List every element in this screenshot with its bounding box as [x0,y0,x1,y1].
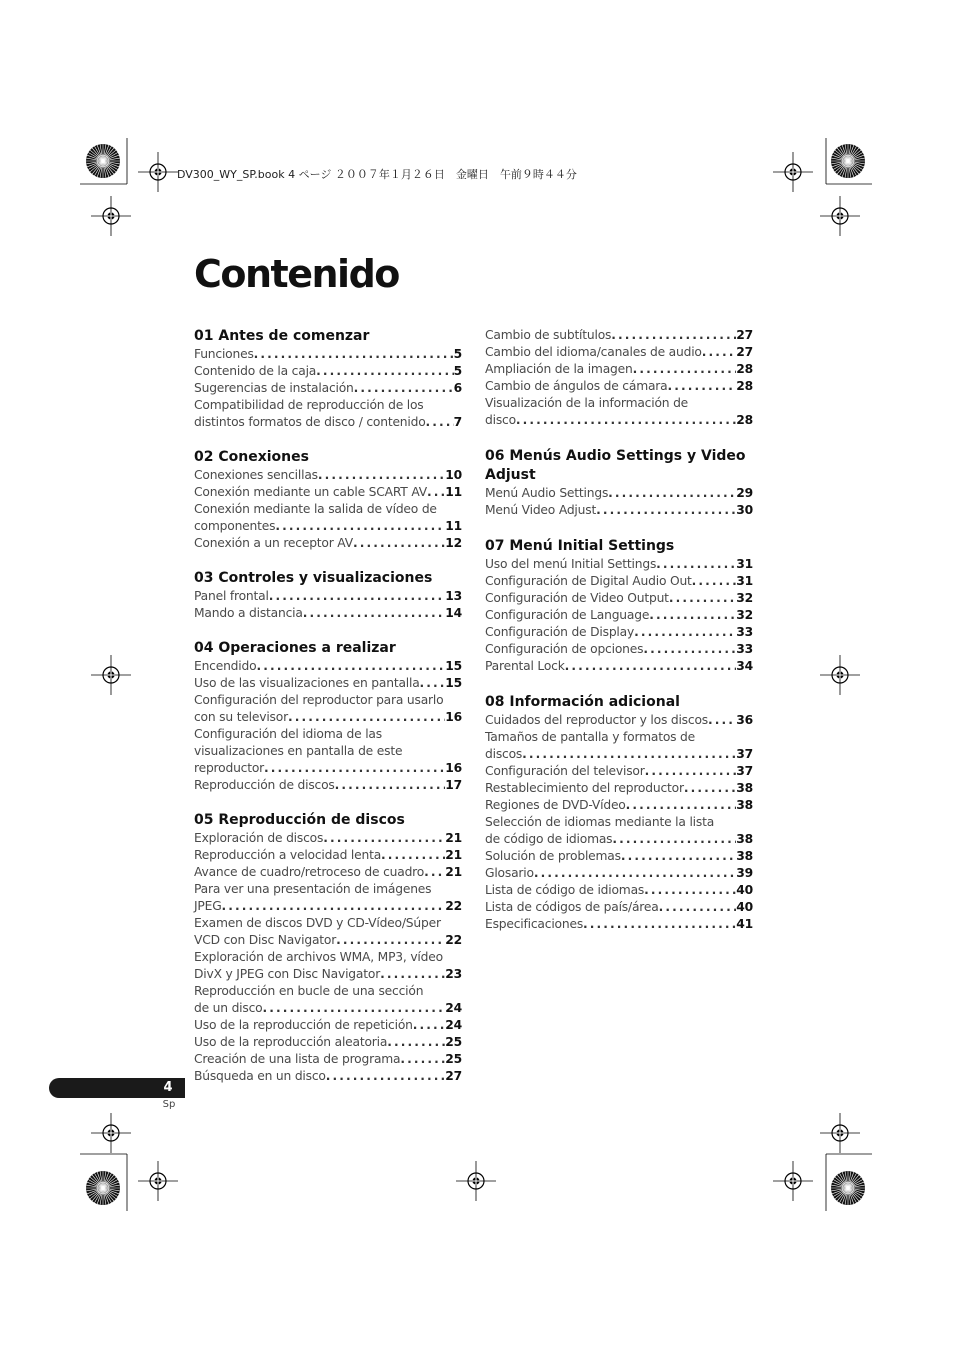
registration-starburst-icon [831,1171,865,1205]
section-title: 04 Operaciones a realizar [194,640,396,656]
entry-page-number: 15 [445,676,462,690]
section-title: 06 Menús Audio Settings y Video Adjust [485,448,746,483]
registration-crosshair-icon [820,1113,860,1153]
toc-entry[interactable] [194,1068,462,1085]
dot-leader [643,641,736,658]
entry-text: Sugerencias de instalación [194,381,354,395]
dot-leader [323,830,445,847]
entry-text: Configuración de Language [485,608,650,622]
entry-text: Funciones [194,347,254,361]
dot-leader [612,831,736,848]
entry-text: DivX y JPEG con Disc Navigator [194,967,381,981]
entry-text: reproductor [194,761,265,775]
dot-leader [426,414,454,431]
entry-text: Restablecimiento del reproductor [485,781,684,795]
toc-entry[interactable] [485,763,753,780]
entry-page-number: 16 [445,761,462,775]
toc-entry[interactable] [485,814,753,848]
toc-entry[interactable] [194,1017,462,1034]
entry-page-number: 40 [736,900,753,914]
entry-page-number: 5 [453,364,462,378]
toc-entry[interactable] [194,467,462,484]
toc-section [485,447,753,519]
page-language: Sp [162,1099,176,1110]
dot-leader [534,865,736,882]
entry-text: Uso de la reproducción aleatoria [194,1035,388,1049]
entry-page-number: 37 [736,747,753,761]
toc-entry[interactable] [194,658,462,675]
dot-leader [263,1000,446,1017]
entry-text: Lista de códigos de país/área [485,900,659,914]
toc-entry[interactable] [485,899,753,916]
entry-text: JPEG [194,899,222,913]
entry-text: Conexiones sencillas [194,468,318,482]
dot-leader [708,712,736,729]
toc-entry[interactable] [194,588,462,605]
toc-entry[interactable] [485,344,753,361]
toc-entry[interactable] [485,624,753,641]
entry-text: Compatibilidad de reproducción de los [194,398,424,412]
toc-entry[interactable] [485,916,753,933]
registration-crosshair-icon [773,152,813,192]
toc-entry[interactable] [485,882,753,899]
entry-page-number: 33 [736,642,753,656]
entry-page-number: 32 [736,608,753,622]
entry-text: Cambio de subtítulos [485,328,612,342]
registration-crosshair-icon [820,655,860,695]
entry-text: Panel frontal [194,589,269,603]
toc-entry[interactable] [194,484,462,501]
dot-leader [354,380,454,397]
entry-text: Selección de idiomas mediante la lista [485,815,715,829]
dot-leader [288,709,445,726]
entry-text: Lista de código de idiomas [485,883,645,897]
toc-section [194,569,462,622]
dot-leader [626,797,737,814]
dot-leader [269,588,446,605]
toc-entry[interactable] [485,485,753,502]
dot-leader [318,467,445,484]
entry-text: Menú Audio Settings [485,486,609,500]
entry-page-number: 23 [445,967,462,981]
toc-entry[interactable] [194,363,462,380]
toc-section [485,537,753,675]
section-title: 01 Antes de comenzar [194,328,370,344]
toc-entry[interactable] [194,881,462,915]
entry-page-number: 7 [453,415,462,429]
toc-entry[interactable] [194,983,462,1017]
toc-entry[interactable] [194,864,462,881]
entry-page-number: 32 [736,591,753,605]
entry-text: Mando a distancia [194,606,303,620]
entry-page-number: 38 [736,849,753,863]
entry-text: componentes [194,519,276,533]
registration-crosshair-icon [91,1113,131,1153]
toc-entry[interactable] [485,729,753,763]
entry-text: Conexión mediante un cable SCART AV [194,485,427,499]
entry-page-number: 11 [445,485,462,499]
toc-entry[interactable] [194,380,462,397]
entry-page-number: 34 [736,659,753,673]
entry-page-number: 31 [736,574,753,588]
entry-page-number: 5 [453,347,462,361]
toc-entry[interactable] [194,726,462,777]
section-title: 03 Controles y visualizaciones [194,570,433,586]
toc-entry[interactable] [194,346,462,363]
toc-entry[interactable] [485,780,753,797]
entry-page-number: 11 [445,519,462,533]
entry-text: Cuidados del reproductor y los discos [485,713,708,727]
entry-page-number: 41 [736,917,753,931]
registration-crosshair-icon [138,1161,178,1201]
toc-entry[interactable] [194,1034,462,1051]
entry-page-number: 29 [736,486,753,500]
entry-text: Para ver una presentación de imágenes [194,882,432,896]
entry-page-number: 6 [453,381,462,395]
entry-page-number: 40 [736,883,753,897]
entry-text: Avance de cuadro/retroceso de cuadro [194,865,425,879]
entry-page-number: 14 [445,606,462,620]
registration-starburst-icon [86,144,120,178]
entry-page-number: 24 [445,1018,462,1032]
page-number: 4 [163,1080,173,1095]
entry-text: con su televisor [194,710,288,724]
dot-leader [656,556,736,573]
section-title: 07 Menú Initial Settings [485,538,675,554]
toc-entry[interactable] [485,641,753,658]
registration-crosshair-icon [138,152,178,192]
entry-page-number: 31 [736,557,753,571]
entry-page-number: 16 [445,710,462,724]
entry-text: Especificaciones [485,917,584,931]
entry-text: Configuración de Video Output [485,591,669,605]
entry-text: Configuración de Digital Audio Out [485,574,692,588]
entry-page-number: 27 [736,345,753,359]
dot-leader [565,658,737,675]
dot-leader [621,848,736,865]
entry-page-number: 28 [736,413,753,427]
entry-text: Cambio de ángulos de cámara [485,379,668,393]
entry-page-number: 25 [445,1035,462,1049]
entry-text: Exploración de discos [194,831,324,845]
entry-page-number: 33 [736,625,753,639]
entry-page-number: 21 [445,848,462,862]
entry-text: Creación de una lista de programa [194,1052,401,1066]
dot-leader [659,899,737,916]
dot-leader [684,780,736,797]
dot-leader [516,412,736,429]
entry-text: Búsqueda en un disco [194,1069,326,1083]
entry-text: Uso de la reproducción de repetición [194,1018,413,1032]
toc-section [485,327,753,429]
entry-page-number: 28 [736,362,753,376]
entry-text: distintos formatos de disco / contenido [194,415,426,429]
entry-text: Conexión a un receptor AV [194,536,353,550]
dot-leader [222,898,446,915]
dot-leader [387,1034,445,1051]
toc-entry[interactable] [485,361,753,378]
registration-crosshair-icon [91,655,131,695]
print-header: DV300_WY_SP.book 4 ページ ２００７年１月２６日 金曜日 午前９時４４分 [177,168,577,181]
dot-leader [413,1017,446,1034]
section-title: 02 Conexiones [194,449,309,465]
entry-text: Parental Lock [485,659,565,673]
toc-entry[interactable] [194,692,462,726]
dot-leader [427,484,445,501]
toc-entry[interactable] [485,378,753,395]
toc-section [194,327,462,431]
toc-entry[interactable] [485,865,753,882]
registration-crosshair-icon [91,196,131,236]
toc-entry[interactable] [194,397,462,431]
entry-text: de código de idiomas [485,832,613,846]
entry-text: disco [485,413,516,427]
toc-section [194,639,462,794]
dot-leader [596,502,736,519]
dot-leader [381,847,445,864]
entry-text: Encendido [194,659,257,673]
dot-leader [420,675,446,692]
toc-entry[interactable] [485,573,753,590]
toc-entry[interactable] [485,712,753,729]
entry-text: Contenido de la caja [194,364,317,378]
dot-leader [254,346,454,363]
dot-leader [326,1068,446,1085]
dot-leader [303,605,446,622]
toc-entry[interactable] [194,949,462,983]
dot-leader [256,658,445,675]
entry-text: Uso de las visualizaciones en pantalla [194,676,420,690]
entry-page-number: 39 [736,866,753,880]
toc-entry[interactable] [194,675,462,692]
entry-text: Regiones de DVD-Vídeo [485,798,626,812]
entry-page-number: 22 [445,933,462,947]
toc-entry[interactable] [485,502,753,519]
toc-entry[interactable] [485,848,753,865]
toc-entry[interactable] [194,777,462,794]
toc-entry[interactable] [485,797,753,814]
entry-page-number: 27 [445,1069,462,1083]
entry-page-number: 12 [445,536,462,550]
dot-leader [608,485,736,502]
entry-text: Visualización de la información de [485,396,689,410]
toc-entry[interactable] [194,535,462,552]
entry-text: Configuración de opciones [485,642,644,656]
dot-leader [633,361,737,378]
toc-entry[interactable] [485,556,753,573]
dot-leader [522,746,736,763]
toc-entry[interactable] [194,847,462,864]
entry-page-number: 30 [736,503,753,517]
toc-section [194,448,462,552]
entry-page-number: 25 [445,1052,462,1066]
entry-text: Reproducción de discos [194,778,335,792]
entry-text: Configuración del reproductor para usarlo [194,693,444,707]
entry-text: Ampliación de la imagen [485,362,633,376]
entry-text: Menú Video Adjust [485,503,597,517]
page-title: Contenido [194,252,399,296]
dot-leader [335,777,446,794]
dot-leader [380,966,445,983]
entry-text: Cambio del idioma/canales de audio [485,345,702,359]
toc-entry[interactable] [194,830,462,847]
entry-text: Reproducción a velocidad lenta [194,848,382,862]
entry-text: Reproducción en bucle de una sección [194,984,424,998]
entry-text: Glosario [485,866,534,880]
toc-entry[interactable] [194,915,462,949]
entry-text: Configuración de Display [485,625,635,639]
entry-page-number: 37 [736,764,753,778]
toc-entry[interactable] [194,605,462,622]
toc-entry[interactable] [485,327,753,344]
dot-leader [424,864,445,881]
dot-leader [400,1051,445,1068]
entry-page-number: 21 [445,865,462,879]
entry-page-number: 28 [736,379,753,393]
section-title: 05 Reproducción de discos [194,812,405,828]
toc-entry[interactable] [485,590,753,607]
entry-page-number: 36 [736,713,753,727]
entry-page-number: 15 [445,659,462,673]
registration-crosshair-icon [456,1161,496,1201]
toc-entry[interactable] [194,1051,462,1068]
dot-leader [634,624,736,641]
entry-text: Uso del menú Initial Settings [485,557,657,571]
registration-crosshair-icon [820,196,860,236]
entry-text: Configuración del idioma de las [194,727,382,741]
dot-leader [669,590,736,607]
entry-page-number: 38 [736,781,753,795]
section-title: 08 Información adicional [485,694,680,710]
dot-leader [264,760,445,777]
toc-column-right [485,327,753,933]
entry-text: de un disco [194,1001,263,1015]
dot-leader [645,763,737,780]
entry-text: Tamaños de pantalla y formatos de [485,730,696,744]
dot-leader [668,378,737,395]
dot-leader [275,518,445,535]
toc-section [485,693,753,933]
toc-entry[interactable] [194,501,462,535]
entry-page-number: 17 [445,778,462,792]
dot-leader [336,932,445,949]
registration-starburst-icon [831,144,865,178]
entry-text: Configuración del televisor [485,764,645,778]
dot-leader [649,607,736,624]
registration-starburst-icon [86,1171,120,1205]
toc-entry[interactable] [485,658,753,675]
toc-entry[interactable] [485,607,753,624]
entry-text: VCD con Disc Navigator [194,933,337,947]
dot-leader [316,363,454,380]
entry-page-number: 13 [445,589,462,603]
dot-leader [644,882,736,899]
entry-text: Conexión mediante la salida de vídeo de [194,502,437,516]
entry-text: Exploración de archivos WMA, MP3, vídeo [194,950,443,964]
registration-crosshair-icon [773,1161,813,1201]
entry-page-number: 10 [445,468,462,482]
toc-entry[interactable] [485,395,753,429]
dot-leader [692,573,737,590]
dot-leader [702,344,737,361]
entry-page-number: 22 [445,899,462,913]
entry-text: Examen de discos DVD y CD-Vídeo/Súper [194,916,441,930]
entry-page-number: 38 [736,832,753,846]
dot-leader [611,327,736,344]
entry-text: Solución de problemas [485,849,621,863]
entry-page-number: 24 [445,1001,462,1015]
toc-section [194,811,462,1085]
entry-page-number: 38 [736,798,753,812]
entry-text: visualizaciones en pantalla de este [194,744,403,758]
dot-leader [353,535,445,552]
dot-leader [583,916,736,933]
entry-page-number: 21 [445,831,462,845]
entry-text: discos [485,747,523,761]
entry-page-number: 27 [736,328,753,342]
toc-column-left [194,327,462,1085]
